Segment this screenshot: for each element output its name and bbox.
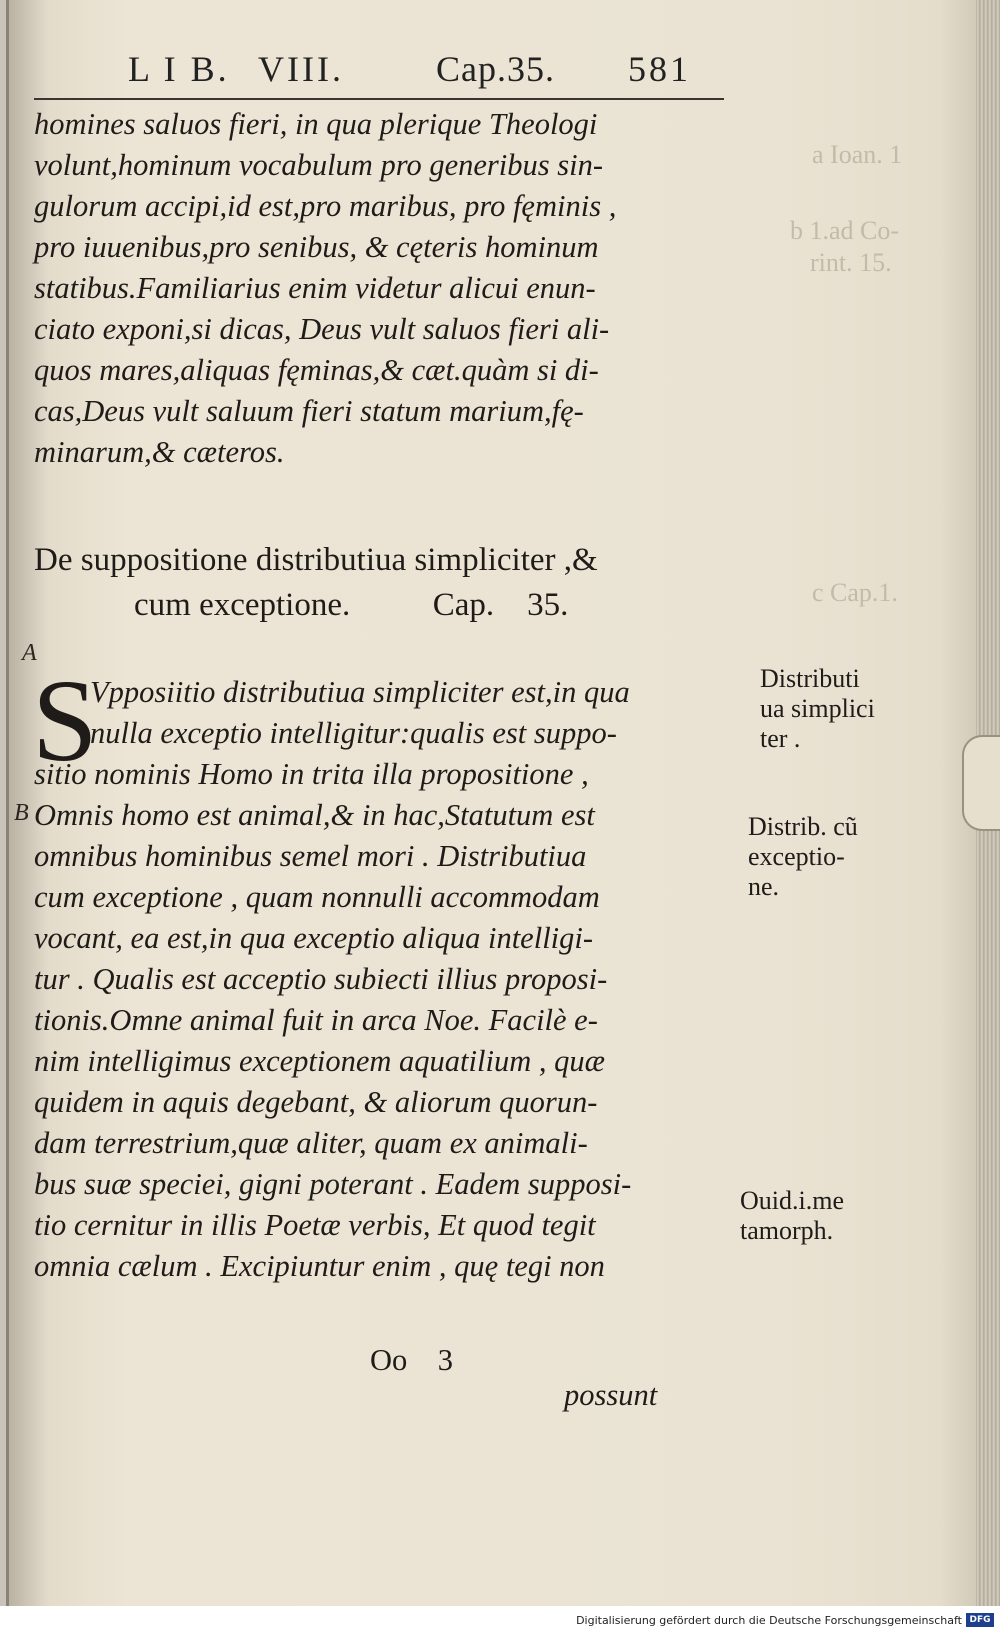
text-line: statibus.Familiarius enim videtur alicui enun-: [34, 271, 596, 305]
drop-cap: S: [32, 655, 98, 786]
note-line: ne.: [748, 872, 780, 901]
text-line: cum exceptione , quam nonnulli accommodam: [34, 880, 600, 914]
text-line: quos mares,aliquas fęminas,& cæt.quàm si di-: [34, 353, 599, 387]
text-line: omnia cælum . Excipiuntur enim , quę tegi non: [34, 1249, 605, 1283]
text-line: ciato exponi,si dicas, Deus vult saluos fieri ali-: [34, 312, 610, 346]
page-number: 581: [628, 49, 691, 89]
catchword: possunt: [564, 1378, 658, 1412]
signature-mark: Oo 3: [370, 1343, 454, 1377]
bleed-ref-1: a Ioan. 1: [812, 140, 903, 169]
text-line: cas,Deus vult saluum fieri statum marium,fę-: [34, 394, 584, 428]
section-mark-a: A: [22, 640, 37, 666]
note-line: Distrib. cũ: [748, 812, 858, 841]
text-line: nulla exceptio intelligitur:qualis est suppo-: [90, 716, 617, 750]
text-line: Omnis homo est animal,& in hac,Statutum est: [34, 798, 595, 832]
digitization-footer: [0, 1606, 1000, 1634]
note-line: ter .: [760, 724, 801, 753]
heading-line: cum exceptione. Cap. 35.: [134, 587, 569, 623]
text-line: nim intelligimus exceptionem aquatilium , quæ: [34, 1044, 605, 1078]
note-line: tamorph.: [740, 1216, 834, 1245]
catchline: [34, 1308, 739, 1448]
bleed-ref-2b: rint. 15.: [810, 248, 892, 277]
dfg-logo: DFG: [966, 1613, 994, 1627]
text-line: tio cernitur in illis Poetæ verbis, Et quod tegit: [34, 1208, 596, 1242]
text-line: gulorum accipi,id est,pro maribus, pro fęminis ,: [34, 189, 617, 223]
bleed-ref-2a: b 1.ad Co-: [790, 216, 900, 245]
paragraph-continuation: [34, 104, 739, 473]
text-line: quidem in aquis degebant, & aliorum quorun-: [34, 1085, 598, 1119]
text-line: pro iuuenibus,pro senibus, & cęteris hominum: [34, 230, 599, 264]
text-line: homines saluos fieri, in qua plerique Theologi: [34, 107, 598, 141]
margin-note-ovid: [740, 1186, 844, 1246]
note-line: ua simplici: [760, 694, 875, 723]
text-line: dam terrestrium,quæ aliter, quam ex animali-: [34, 1126, 588, 1160]
book-label: L I B.: [128, 49, 230, 89]
text-line: minarum,& cæteros.: [34, 435, 285, 469]
paragraph-main: [34, 672, 739, 1287]
header-rule: [34, 98, 724, 100]
book-clip: [962, 735, 1000, 831]
text-line: sitio nominis Homo in trita illa propositione ,: [34, 757, 589, 791]
text-line: omnibus hominibus semel mori . Distributiua: [34, 839, 587, 873]
text-line: tionis.Omne animal fuit in arca Noe. Facilè e-: [34, 1003, 598, 1037]
note-line: Distributi: [760, 664, 860, 693]
text-line: bus suæ speciei, gigni poterant . Eadem supposi-: [34, 1167, 632, 1201]
heading-line: De suppositione distributiua simpliciter ,&: [34, 542, 598, 578]
text-line: tur . Qualis est acceptio subiecti illius proposi-: [34, 962, 608, 996]
chapter-label: Cap.35.: [436, 49, 555, 89]
text-line: volunt,hominum vocabulum pro generibus sin-: [34, 148, 603, 182]
section-mark-b: B: [14, 800, 29, 826]
text-line: Vpposiitio distributiua simpliciter est,in qua: [90, 675, 630, 709]
note-line: Ouid.i.me: [740, 1186, 844, 1215]
note-line: exceptio-: [748, 842, 845, 871]
liber-number: VIII.: [258, 49, 344, 89]
margin-note-distributiua: [760, 664, 875, 754]
chapter-heading: [34, 538, 734, 628]
funding-credit: Digitalisierung gefördert durch die Deutsche Forschungsgemeinschaft: [576, 1614, 962, 1627]
bleed-ref-3: c Cap.1.: [812, 578, 898, 607]
text-line: vocant, ea est,in qua exceptio aliqua intelligi-: [34, 921, 594, 955]
margin-note-exceptione: [748, 812, 858, 902]
running-head: [128, 48, 723, 98]
